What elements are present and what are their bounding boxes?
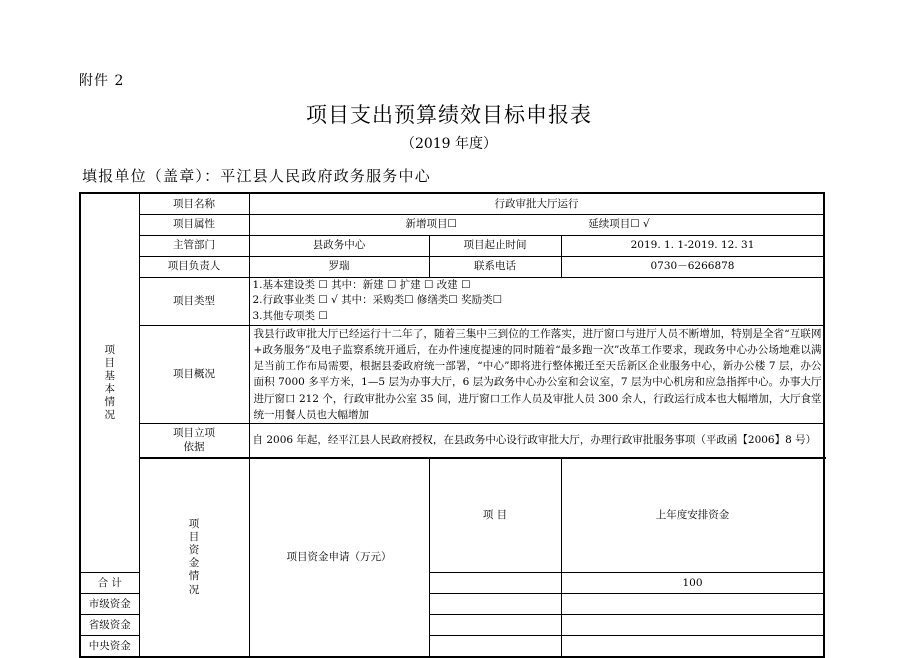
section-basic-info: 项目基本情况	[80, 193, 139, 573]
application-form	[79, 192, 823, 653]
period-label: 项目起止时间	[429, 235, 561, 256]
col-last-year-header: 上年度安排资金	[561, 458, 824, 573]
funds-total-label: 合 计	[80, 573, 139, 594]
basis-text: 自 2006 年起，经平江县人民政府授权，在县政务中心设行政审批大厅，办理行政审批服务事项（平政函【2006】8 号）	[249, 424, 824, 458]
funds-city-last	[429, 594, 561, 615]
funds-total-this: 100	[561, 573, 824, 594]
funds-total-last	[429, 573, 561, 594]
row-overview	[80, 325, 824, 424]
row-funds-header	[80, 458, 824, 573]
period-value: 2019. 1. 1-2019. 12. 31	[561, 235, 824, 256]
overview-label: 项目概况	[139, 325, 249, 424]
row-basis	[80, 424, 824, 458]
form-table	[79, 192, 825, 658]
phone-label: 联系电话	[429, 256, 561, 277]
project-name-label: 项目名称	[139, 193, 249, 214]
row-project-type	[80, 277, 824, 325]
owner-value: 罗瑞	[249, 256, 429, 277]
document-subtitle: （2019 年度）	[400, 136, 498, 152]
attr-new-option: 新增项目☐	[405, 218, 457, 231]
funds-central-this	[561, 636, 824, 657]
col-item-header: 项 目	[429, 458, 561, 573]
basis-label	[139, 424, 249, 458]
funds-province-label: 省级资金	[80, 615, 139, 636]
row-owner	[80, 256, 824, 277]
funds-apply-label: 项目资金申请（万元）	[249, 458, 429, 657]
type-option-other: 3.其他专项类 ☐	[252, 309, 328, 322]
basis-label-line-1: 项目立项	[173, 427, 215, 440]
phone-value: 0730－6266878	[561, 256, 824, 277]
type-options	[249, 277, 824, 325]
row-department	[80, 235, 824, 256]
funds-central-last	[429, 636, 561, 657]
row-project-name	[80, 193, 824, 214]
funds-city-this	[561, 594, 824, 615]
dept-label: 主管部门	[139, 235, 249, 256]
project-name-value: 行政审批大厅运行	[249, 193, 824, 214]
project-attr-label: 项目属性	[139, 214, 249, 235]
document-title: 项目支出预算绩效目标申报表	[306, 103, 592, 127]
overview-text: 我县行政审批大厅已经运行十二年了，随着三集中三到位的工作落实，进厅窗口与进厅人员不断增加，特别是全省“互联网+政务服务”及电子监察系统开通后，在办件速度提速的同时随着“最多跑一次”改革工作要求，现政务中心办公场地难以满足当前工作布局需要，根据县委政府统一部署，“中心”即将进行整体搬迁至天岳新区企业服务中心，新办公楼 7 层，办公面积 7000 多平方米，1—5 层为办事大厅，6 层为政务中心办公室和会议室，7 层为中心机房和应急指挥中心。办事大厅进厅窗口 212 个，行政审批办公室 35 间，进厅窗口工作人员及审批人员 300 余人，行政运行成本也大幅增加，大厅食堂统一用餐人员也大幅增加	[249, 325, 824, 424]
funds-central-label: 中央资金	[80, 636, 139, 657]
funds-province-this	[561, 615, 824, 636]
type-option-capital: 1.基本建设类 ☐ 其中：新建 ☐ 扩建 ☐ 改建 ☐	[252, 279, 471, 292]
row-project-attribute	[80, 214, 824, 235]
project-attr-value	[249, 214, 824, 235]
attr-continue-option: 延续项目☐ √	[588, 218, 650, 231]
funds-province-last	[429, 615, 561, 636]
type-option-administrative: 2.行政事业类 ☐ √ 其中：采购类☐ 修缮类☐ 奖励类☐	[252, 294, 503, 307]
dept-value: 县政务中心	[249, 235, 429, 256]
type-label: 项目类型	[139, 277, 249, 325]
section-funds: 项目资金情况	[139, 458, 249, 657]
reporting-unit: 填报单位（盖章）：平江县人民政府政务服务中心	[82, 167, 431, 185]
owner-label: 项目负责人	[139, 256, 249, 277]
basis-label-line-2: 依据	[183, 441, 205, 454]
attachment-label: 附件 2	[79, 73, 125, 89]
funds-city-label: 市级资金	[80, 594, 139, 615]
